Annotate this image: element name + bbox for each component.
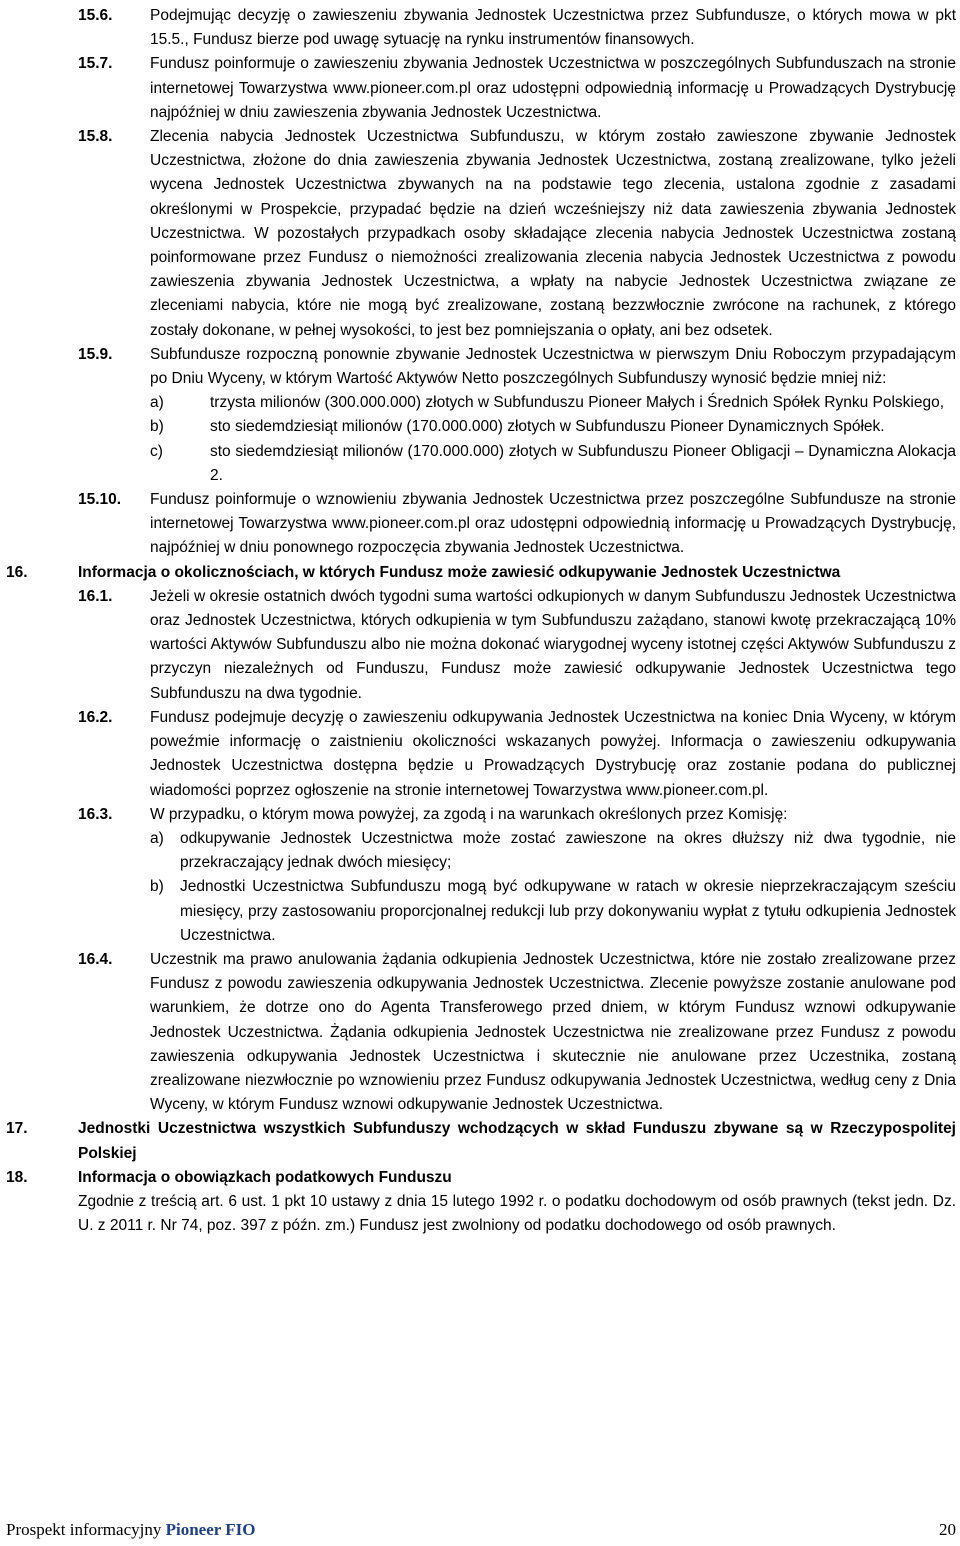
section-text: Fundusz poinformuje o wznowieniu zbywania Jednostek Uczestnictwa przez poszczególne Subfundusze na stronie internetowej Towarzystwa www.pioneer.com.pl oraz udostępni odpowiednią informację u Prowadzących Dystrybucję, najpóźniej w dniu ponownego rozpoczęcia zbywania Jednostek Uczestnictwa. bbox=[150, 491, 956, 557]
section-15-10 bbox=[6, 488, 956, 561]
section-number: 18. bbox=[6, 1168, 28, 1186]
page-number: 20 bbox=[939, 1520, 956, 1539]
footer-brand: Pioneer FIO bbox=[165, 1520, 256, 1539]
list-item bbox=[150, 415, 956, 439]
section-16-heading bbox=[6, 561, 956, 585]
list-letter: c) bbox=[150, 442, 163, 460]
section-number: 15.7. bbox=[78, 55, 113, 73]
section-18-heading bbox=[6, 1166, 956, 1190]
section-16-1 bbox=[6, 585, 956, 706]
section-16-2 bbox=[6, 706, 956, 803]
list-item bbox=[150, 440, 956, 488]
section-15-6 bbox=[6, 4, 956, 52]
section-number: 15.9. bbox=[78, 345, 113, 363]
list-text: sto siedemdziesiąt milionów (170.000.000) złotych w Subfunduszu Pioneer Dynamicznych Spółek. bbox=[210, 418, 885, 436]
section-heading: Informacja o okolicznościach, w których Fundusz może zawiesić odkupywanie Jednostek Uczestnictwa bbox=[78, 563, 841, 581]
section-18-body: Zgodnie z treścią art. 6 ust. 1 pkt 10 ustawy z dnia 15 lutego 1992 r. o podatku dochodowym od osób prawnych (tekst jedn. Dz. U. z 2011 r. Nr 74, poz. 397 z późn. zm.) Fundusz jest zwolniony od podatku dochodowego od osób prawnych. bbox=[78, 1192, 956, 1235]
section-number: 16.1. bbox=[78, 587, 113, 605]
footer-title bbox=[6, 1520, 255, 1546]
section-number: 16.4. bbox=[78, 950, 113, 968]
section-15-9 bbox=[6, 343, 956, 391]
list-letter: a) bbox=[150, 829, 164, 847]
section-heading: Jednostki Uczestnictwa wszystkich Subfunduszy wchodzących w skład Funduszu zbywane są w Rzeczypospolitej Polskiej bbox=[78, 1120, 956, 1162]
section-text: Podejmując decyzję o zawieszeniu zbywania Jednostek Uczestnictwa przez Subfundusze, o których mowa w pkt 15.5., Fundusz bierze pod uwagę sytuację na rynku instrumentów finansowych. bbox=[150, 7, 956, 49]
section-number: 16.3. bbox=[78, 805, 113, 823]
list-letter: a) bbox=[150, 394, 164, 412]
list-text: odkupywanie Jednostek Uczestnictwa może zostać zawieszone na okres dłuższy niż dwa tygodnie, nie przekraczający jednak dwóch miesięcy; bbox=[180, 829, 956, 872]
section-text: Uczestnik ma prawo anulowania żądania odkupienia Jednostek Uczestnictwa, które nie zostało zrealizowane przez Fundusz z powodu zawieszenia odkupywania Jednostek Uczestnictwa. Zlecenie powyższe zostanie anulowane pod warunkiem, że dotrze ono do Agenta Transferowego przed dniem, w którym Fundusz wznowi odkupywanie Jednostek Uczestnictwa. Żądania odkupienia Jednostek Uczestnictwa nie zrealizowane przez Fundusz z powodu zawieszenia odkupywania Jednostek Uczestnictwa i skutecznie nie anulowane przez Uczestnika, zostaną zrealizowane niezwłocznie po wznowieniu przez Fundusz odkupywania Jednostek Uczestnictwa, według ceny z Dnia Wyceny, w którym Fundusz wznowi odkupywanie Jednostek Uczestnictwa. bbox=[150, 950, 956, 1114]
list-letter: b) bbox=[150, 878, 164, 896]
section-number: 15.8. bbox=[78, 128, 113, 146]
section-number: 16. bbox=[6, 563, 28, 581]
section-15-7 bbox=[6, 52, 956, 125]
section-text: Fundusz poinformuje o zawieszeniu zbywania Jednostek Uczestnictwa w poszczególnych Subfunduszach na stronie internetowej Towarzystwa www.pioneer.com.pl oraz udostępni odpowiednią informację u Prowadzących Dystrybucję najpóźniej w dniu zawieszenia zbywania Jednostek Uczestnictwa. bbox=[150, 55, 956, 121]
section-number: 15.6. bbox=[78, 7, 113, 24]
list-item bbox=[150, 875, 956, 948]
section-15-8 bbox=[6, 125, 956, 343]
section-17-heading bbox=[6, 1117, 956, 1165]
document-body bbox=[6, 4, 956, 1238]
section-number: 15.10. bbox=[78, 491, 122, 509]
list-text: sto siedemdziesiąt milionów (170.000.000) złotych w Subfunduszu Pioneer Obligacji – Dynamiczna Alokacja 2. bbox=[210, 442, 956, 484]
list-text: trzysta milionów (300.000.000) złotych w Subfunduszu Pioneer Małych i Średnich Spółek Rynku Polskiego, bbox=[210, 394, 945, 412]
section-number: 17. bbox=[6, 1120, 28, 1138]
list-letter: b) bbox=[150, 418, 164, 436]
section-number: 16.2. bbox=[78, 708, 113, 726]
list-item bbox=[150, 391, 956, 415]
section-16-4 bbox=[6, 948, 956, 1117]
section-heading: Informacja o obowiązkach podatkowych Funduszu bbox=[78, 1168, 452, 1186]
page-footer bbox=[6, 1520, 956, 1546]
list-item bbox=[150, 827, 956, 875]
section-text: Fundusz podejmuje decyzję o zawieszeniu odkupywania Jednostek Uczestnictwa na koniec Dnia Wyceny, w którym poweźmie informację o zaistnieniu okoliczności wskazanych powyżej. Informacja o zawieszeniu odkupywania Jednostek Uczestnictwa dostępna będzie u Prowadzących Dystrybucję oraz zostanie podana do publicznej wiadomości poprzez ogłoszenie na stronie internetowej Towarzystwa www.pioneer.com.pl. bbox=[150, 708, 956, 799]
footer-prefix: Prospekt informacyjny bbox=[6, 1520, 162, 1539]
section-text: W przypadku, o którym mowa powyżej, za zgodą i na warunkach określonych przez Komisję: bbox=[150, 805, 788, 823]
section-text: Jeżeli w okresie ostatnich dwóch tygodni suma wartości odkupionych w danym Subfunduszu Jednostek Uczestnictwa oraz Jednostek Uczestnictwa, których odkupienia w tym Subfunduszu zażądano, stanowi kwotę przekraczającą 10% wartości Aktywów Subfunduszu albo nie można dokonać wiarygodnej wyceny istotnej części Aktywów Subfunduszu z przyczyn niezależnych od Funduszu, Fundusz może zawiesić odkupywanie Jednostek Uczestnictwa tego Subfunduszu na dwa tygodnie. bbox=[150, 587, 956, 702]
section-text: Subfundusze rozpoczną ponownie zbywanie Jednostek Uczestnictwa w pierwszym Dniu Roboczym przypadającym po Dniu Wyceny, w którym Wartość Aktywów Netto poszczególnych Subfunduszy wynosić będzie mniej niż: bbox=[150, 345, 956, 388]
list-text: Jednostki Uczestnictwa Subfunduszu mogą być odkupywane w ratach w okresie nieprzekraczającym sześciu miesięcy, przy zastosowaniu proporcjonalnej redukcji lub przy dokonywaniu wypłat z tytułu odkupienia Jednostek Uczestnictwa. bbox=[180, 878, 956, 944]
section-text: Zlecenia nabycia Jednostek Uczestnictwa Subfunduszu, w którym zostało zawieszone zbywanie Jednostek Uczestnictwa, złożone do dnia zawieszenia zbywania Jednostek Uczestnictwa, zostaną zrealizowane, tylko jeżeli wycena Jednostek Uczestnictwa zbywanych na na podstawie tego zlecenia, ustalona zgodnie z zasadami określonymi w Prospekcie, przypadać będzie na dzień wcześniejszy niż data zawieszenia zbywania Jednostek Uczestnictwa. W pozostałych przypadkach osoby składające zlecenia nabycia Jednostek Uczestnictwa zostaną poinformowane przez Fundusz o niemożności zrealizowania zlecenia nabycia Jednostek Uczestnictwa z powodu zawieszenia zbywania Jednostek Uczestnictwa, a wpłaty na nabycie Jednostek Uczestnictwa związane ze zleceniami nabycia, które nie mogą być zrealizowane, zostaną bezzwłocznie zwrócone na rachunek, z którego zostały dokonane, w pełnej wysokości, to jest bez pomniejszania o opłaty, ani bez odsetek. bbox=[150, 128, 956, 339]
section-16-3 bbox=[6, 803, 956, 827]
